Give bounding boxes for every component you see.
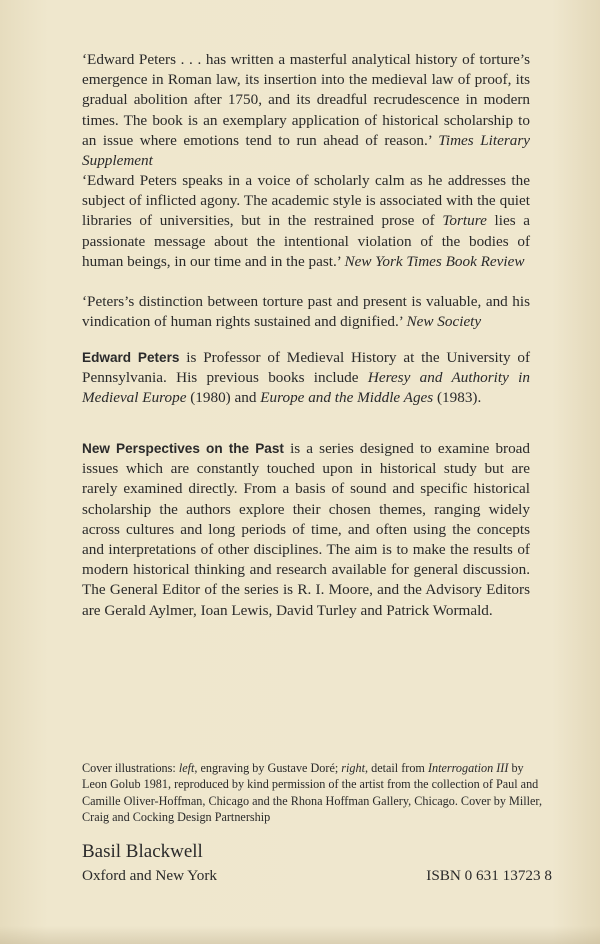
review-new-society (82, 292, 530, 332)
review-source: Times Literary Supplement (82, 131, 530, 170)
credits-left-label: left (178, 761, 195, 775)
book-title-torture: Torture (442, 212, 487, 230)
publisher-name: Basil Blackwell (82, 841, 203, 862)
credits-artwork: Interrogation III (427, 761, 509, 775)
isbn: ISBN 0 631 13723 8 (426, 867, 552, 884)
review-quote-part-2: lies a passionate message about the intentional violation of the bodies of human beings, in our time and in the past.’ (82, 212, 531, 270)
review-quote-part-1: ‘Edward Peters speaks in a voice of scholarly calm as he addresses the subject of inflicted agony. The academic style is associated with the quiet libraries of universities, but in the restrained prose of (82, 172, 530, 230)
publisher-place: Oxford and New York (82, 867, 217, 884)
review-quote: ‘Peters’s distinction between torture past and present is valuable, and his vindication of human rights sustained and dignified.’ (82, 293, 530, 331)
series-description (82, 439, 530, 621)
review-source: New York Times Book Review (344, 252, 525, 270)
cover-edge (0, 926, 600, 944)
review-times-literary-supplement (82, 50, 530, 171)
credits-right-label: right (341, 761, 365, 775)
credits-rest: by Leon Golub 1981, reproduced by kind permission of the artist from the collection of Paul and Camille Oliver-Hoffman, Chicago and the Rhona Hoffman Gallery, Chicago. Cover by Miller, Craig and Cocking Design Partnership (82, 761, 543, 825)
author-name: Edward Peters (82, 350, 180, 365)
previous-book-2: Europe and the Middle Ages (260, 389, 434, 407)
credits-prefix: Cover illustrations: (82, 761, 176, 775)
credits-right-text: , detail from (365, 761, 425, 775)
author-bio (82, 348, 530, 409)
series-name: New Perspectives on the Past (82, 441, 284, 456)
series-text: is a series designed to examine broad issues which are constantly touched upon in historical study but are rarely examined directly. From a basis of sound and specific historical scholarship the authors explore their chosen themes, ranging widely across cultures and long periods of time, and often using the concepts and interpretations of other disciplines. The aim is to make the results of modern historical thinking and research available for general discussion. The General Editor of the series is R. I. Moore, and the Advisory Editors are Gerald Aylmer, Ioan Lewis, David Turley and Patrick Wormald. (82, 440, 531, 619)
previous-book-1: Heresy and Authority in Medieval Europe (82, 369, 530, 407)
cover-credits (82, 760, 550, 826)
author-bio-text-3: (1983). (437, 389, 482, 407)
review-quote: ‘Edward Peters . . . has written a masterful analytical history of torture’s emergence in Roman law, its insertion into the medieval law of proof, its gradual abolition after 1750, and its dreadful recrudescence in modern times. The book is an exemplary application of historical scholarship to an issue where emotions tend to run ahead of reason.’ (82, 51, 530, 149)
author-bio-text-2: (1980) and (190, 389, 257, 407)
review-new-york-times (82, 171, 530, 272)
author-bio-text-1: is Professor of Medieval History at the University of Pennsylvania. His previous books include (82, 349, 531, 387)
review-source: New Society (406, 313, 482, 331)
credits-left-text: , engraving by Gustave Doré; (194, 761, 339, 775)
